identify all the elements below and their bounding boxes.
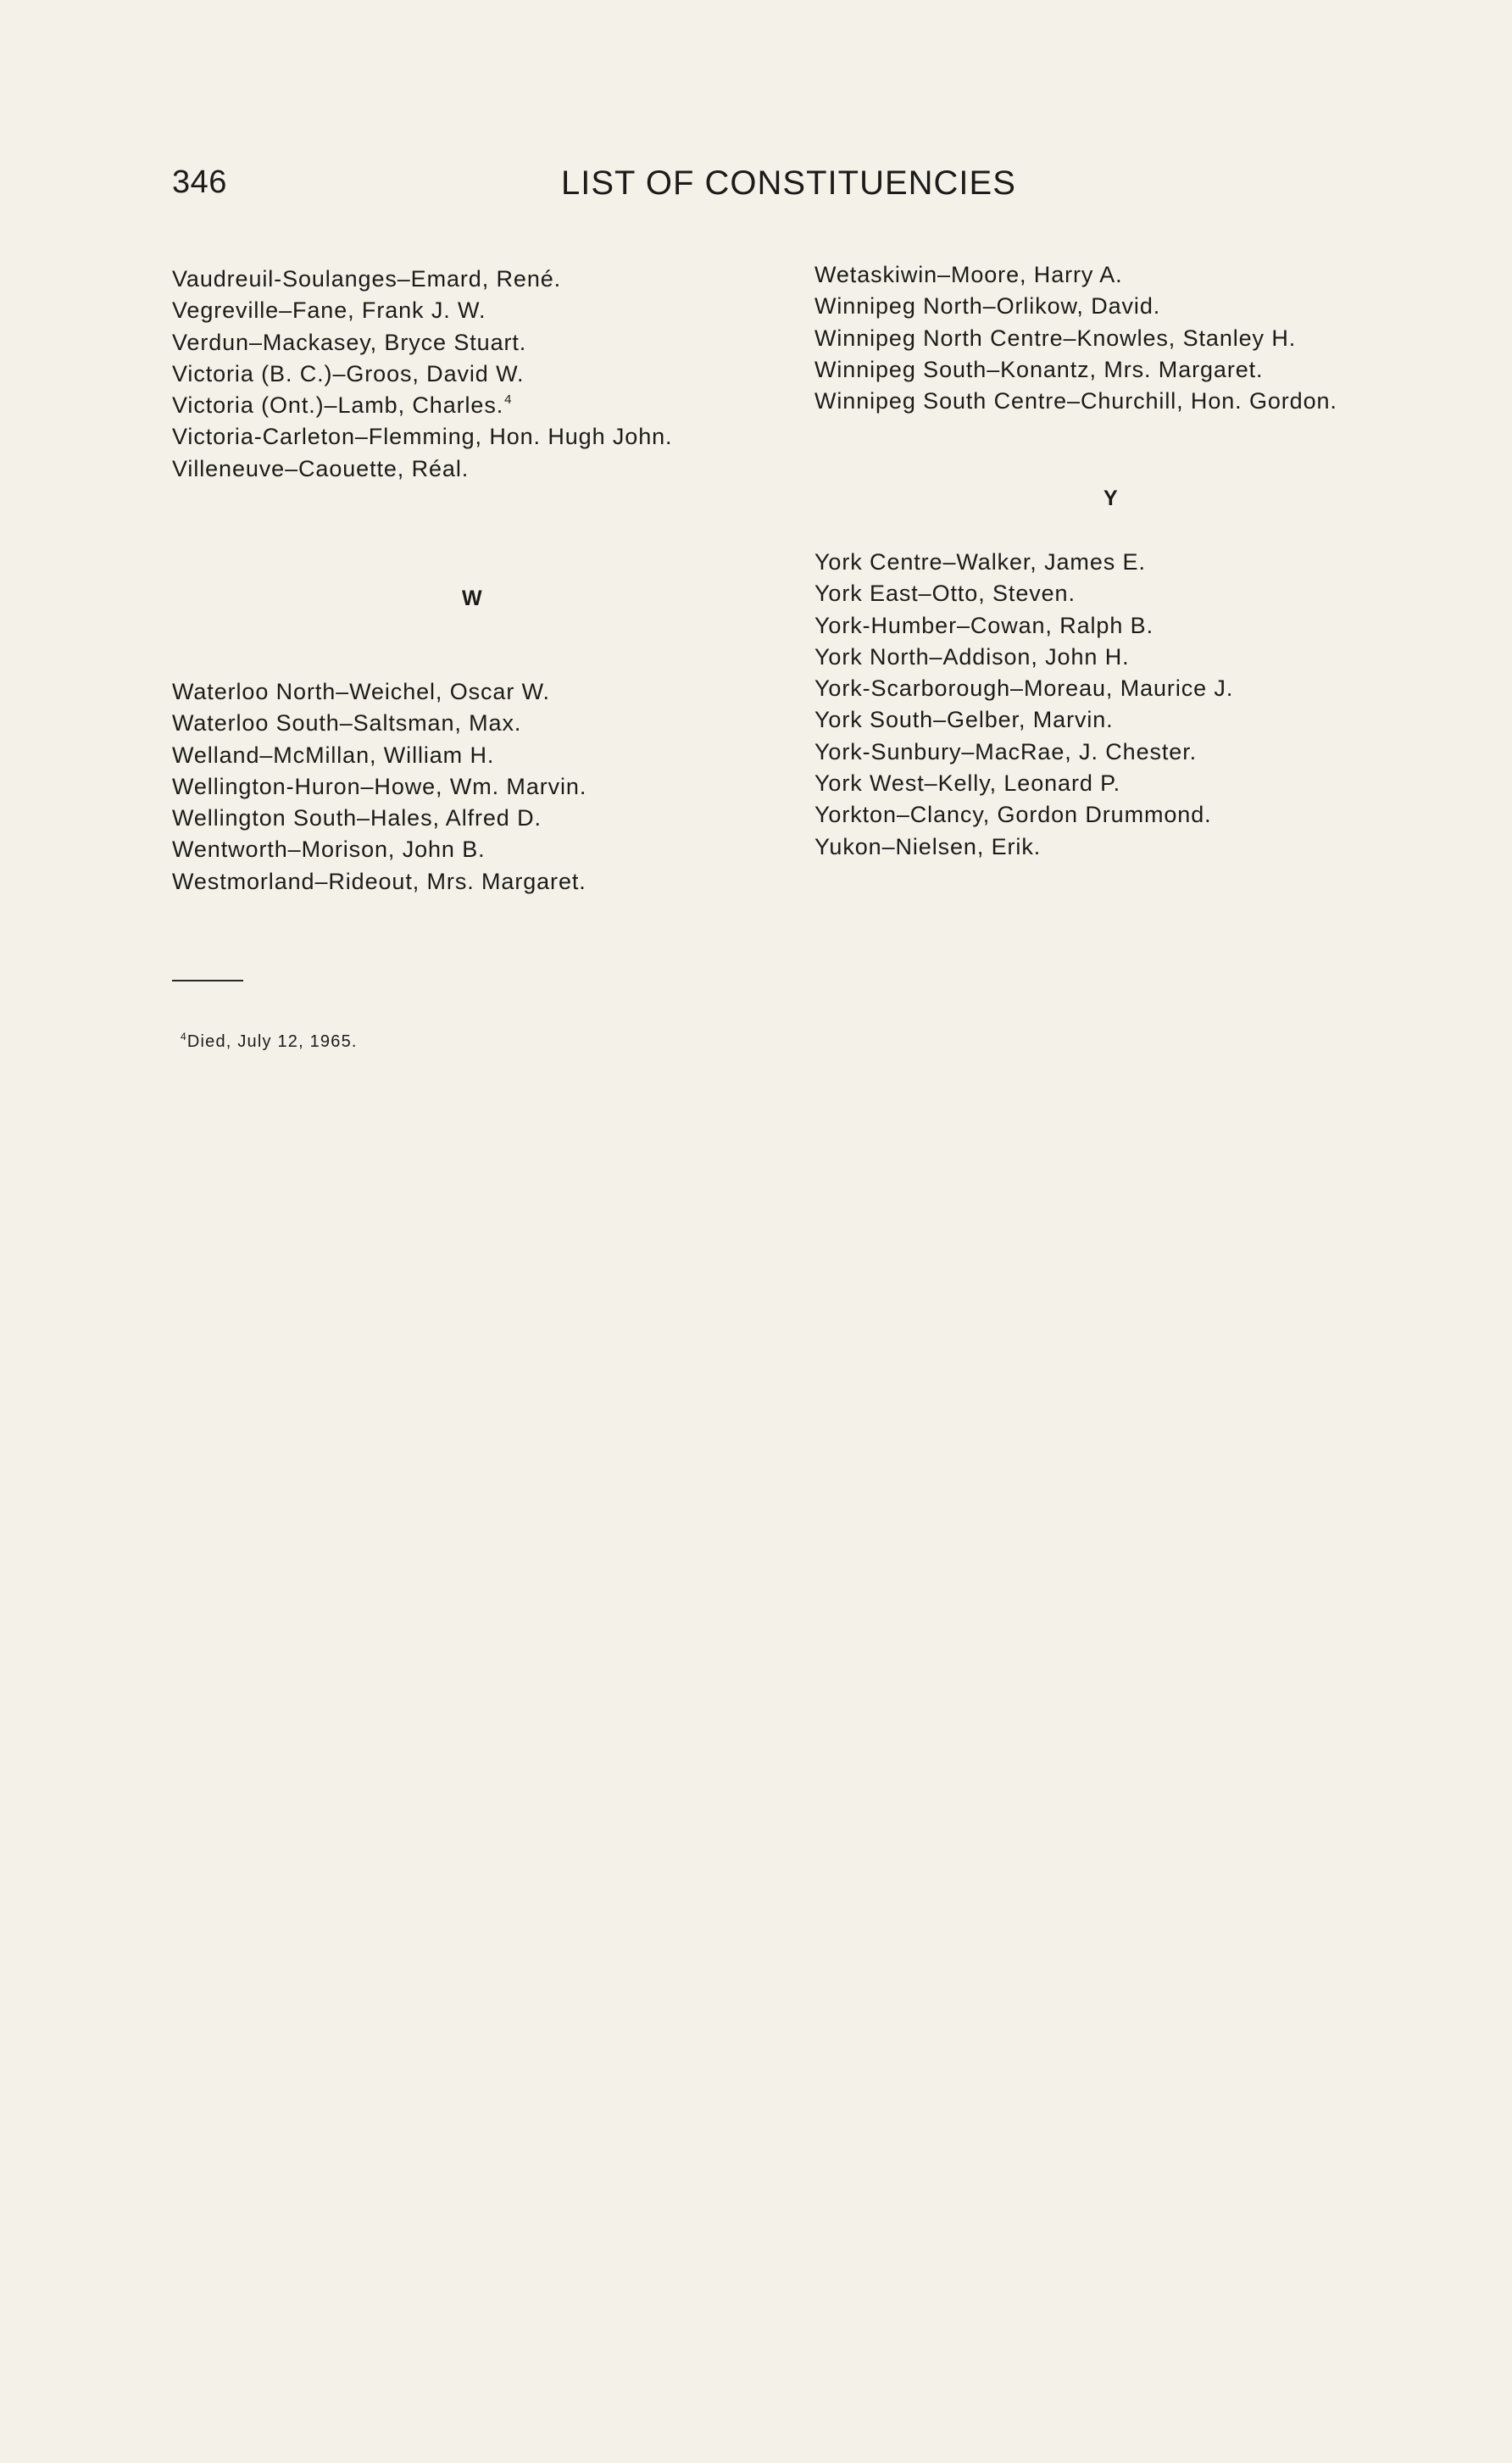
list-item: York West–Kelly, Leonard P. xyxy=(814,770,1121,797)
list-item: Yukon–Nielsen, Erik. xyxy=(814,833,1042,859)
list-item: York-Scarborough–Moreau, Maurice J. xyxy=(814,676,1234,702)
list-item xyxy=(172,390,672,421)
entry-text: Victoria (Ont.)–Lamb, Charles. xyxy=(172,392,504,419)
list-item: Wetaskiwin–Moore, Harry A. xyxy=(814,262,1123,287)
footnote-divider xyxy=(172,980,243,981)
v-constituency-list xyxy=(172,264,672,485)
list-item: Winnipeg South Centre–Churchill, Hon. Gordon. xyxy=(814,388,1337,414)
w-constituency-list xyxy=(172,676,586,898)
list-item: York Centre–Walker, James E. xyxy=(814,549,1146,575)
list-item: Victoria-Carleton–Flemming, Hon. Hugh John. xyxy=(172,424,673,450)
list-item: Wellington South–Hales, Alfred D. xyxy=(172,805,542,831)
list-item: Vaudreuil-Soulanges–Emard, René. xyxy=(172,266,562,292)
list-item: York-Humber–Cowan, Ralph B. xyxy=(814,612,1153,638)
footnote xyxy=(181,1032,358,1052)
list-item: Welland–McMillan, William H. xyxy=(172,742,495,768)
page-title: LIST OF CONSTITUENCIES xyxy=(561,164,1016,202)
list-item: Verdun–Mackasey, Bryce Stuart. xyxy=(172,329,527,355)
list-item: Winnipeg South–Konantz, Mrs. Margaret. xyxy=(814,356,1264,382)
list-item: Westmorland–Rideout, Mrs. Margaret. xyxy=(172,868,586,894)
list-item: Yorkton–Clancy, Gordon Drummond. xyxy=(814,802,1212,828)
list-item: Wellington-Huron–Howe, Wm. Marvin. xyxy=(172,773,587,799)
y-constituency-list xyxy=(814,547,1233,863)
list-item: York South–Gelber, Marvin. xyxy=(814,707,1114,733)
list-item: Vegreville–Fane, Frank J. W. xyxy=(172,297,486,324)
page-number: 346 xyxy=(172,164,227,200)
list-item: York-Sunbury–MacRae, J. Chester. xyxy=(814,738,1198,764)
list-item: Waterloo South–Saltsman, Max. xyxy=(172,710,522,737)
list-item: Winnipeg North Centre–Knowles, Stanley H. xyxy=(814,325,1297,351)
list-item: Winnipeg North–Orlikow, David. xyxy=(814,293,1161,320)
footnote-marker: 4 xyxy=(504,392,513,408)
section-heading-w: W xyxy=(462,587,482,610)
w-constituency-list-continued xyxy=(814,259,1337,417)
list-item: Wentworth–Morison, John B. xyxy=(172,837,486,863)
footnote-text: Died, July 12, 1965. xyxy=(186,1032,358,1051)
list-item: Waterloo North–Weichel, Oscar W. xyxy=(172,679,550,704)
list-item: Victoria (B. C.)–Groos, David W. xyxy=(172,360,525,386)
list-item: York East–Otto, Steven. xyxy=(814,581,1076,607)
footnote-marker: 4 xyxy=(181,1031,187,1042)
section-heading-y: Y xyxy=(1103,486,1118,510)
list-item: York North–Addison, John H. xyxy=(814,643,1130,670)
list-item: Villeneuve–Caouette, Réal. xyxy=(172,455,470,481)
